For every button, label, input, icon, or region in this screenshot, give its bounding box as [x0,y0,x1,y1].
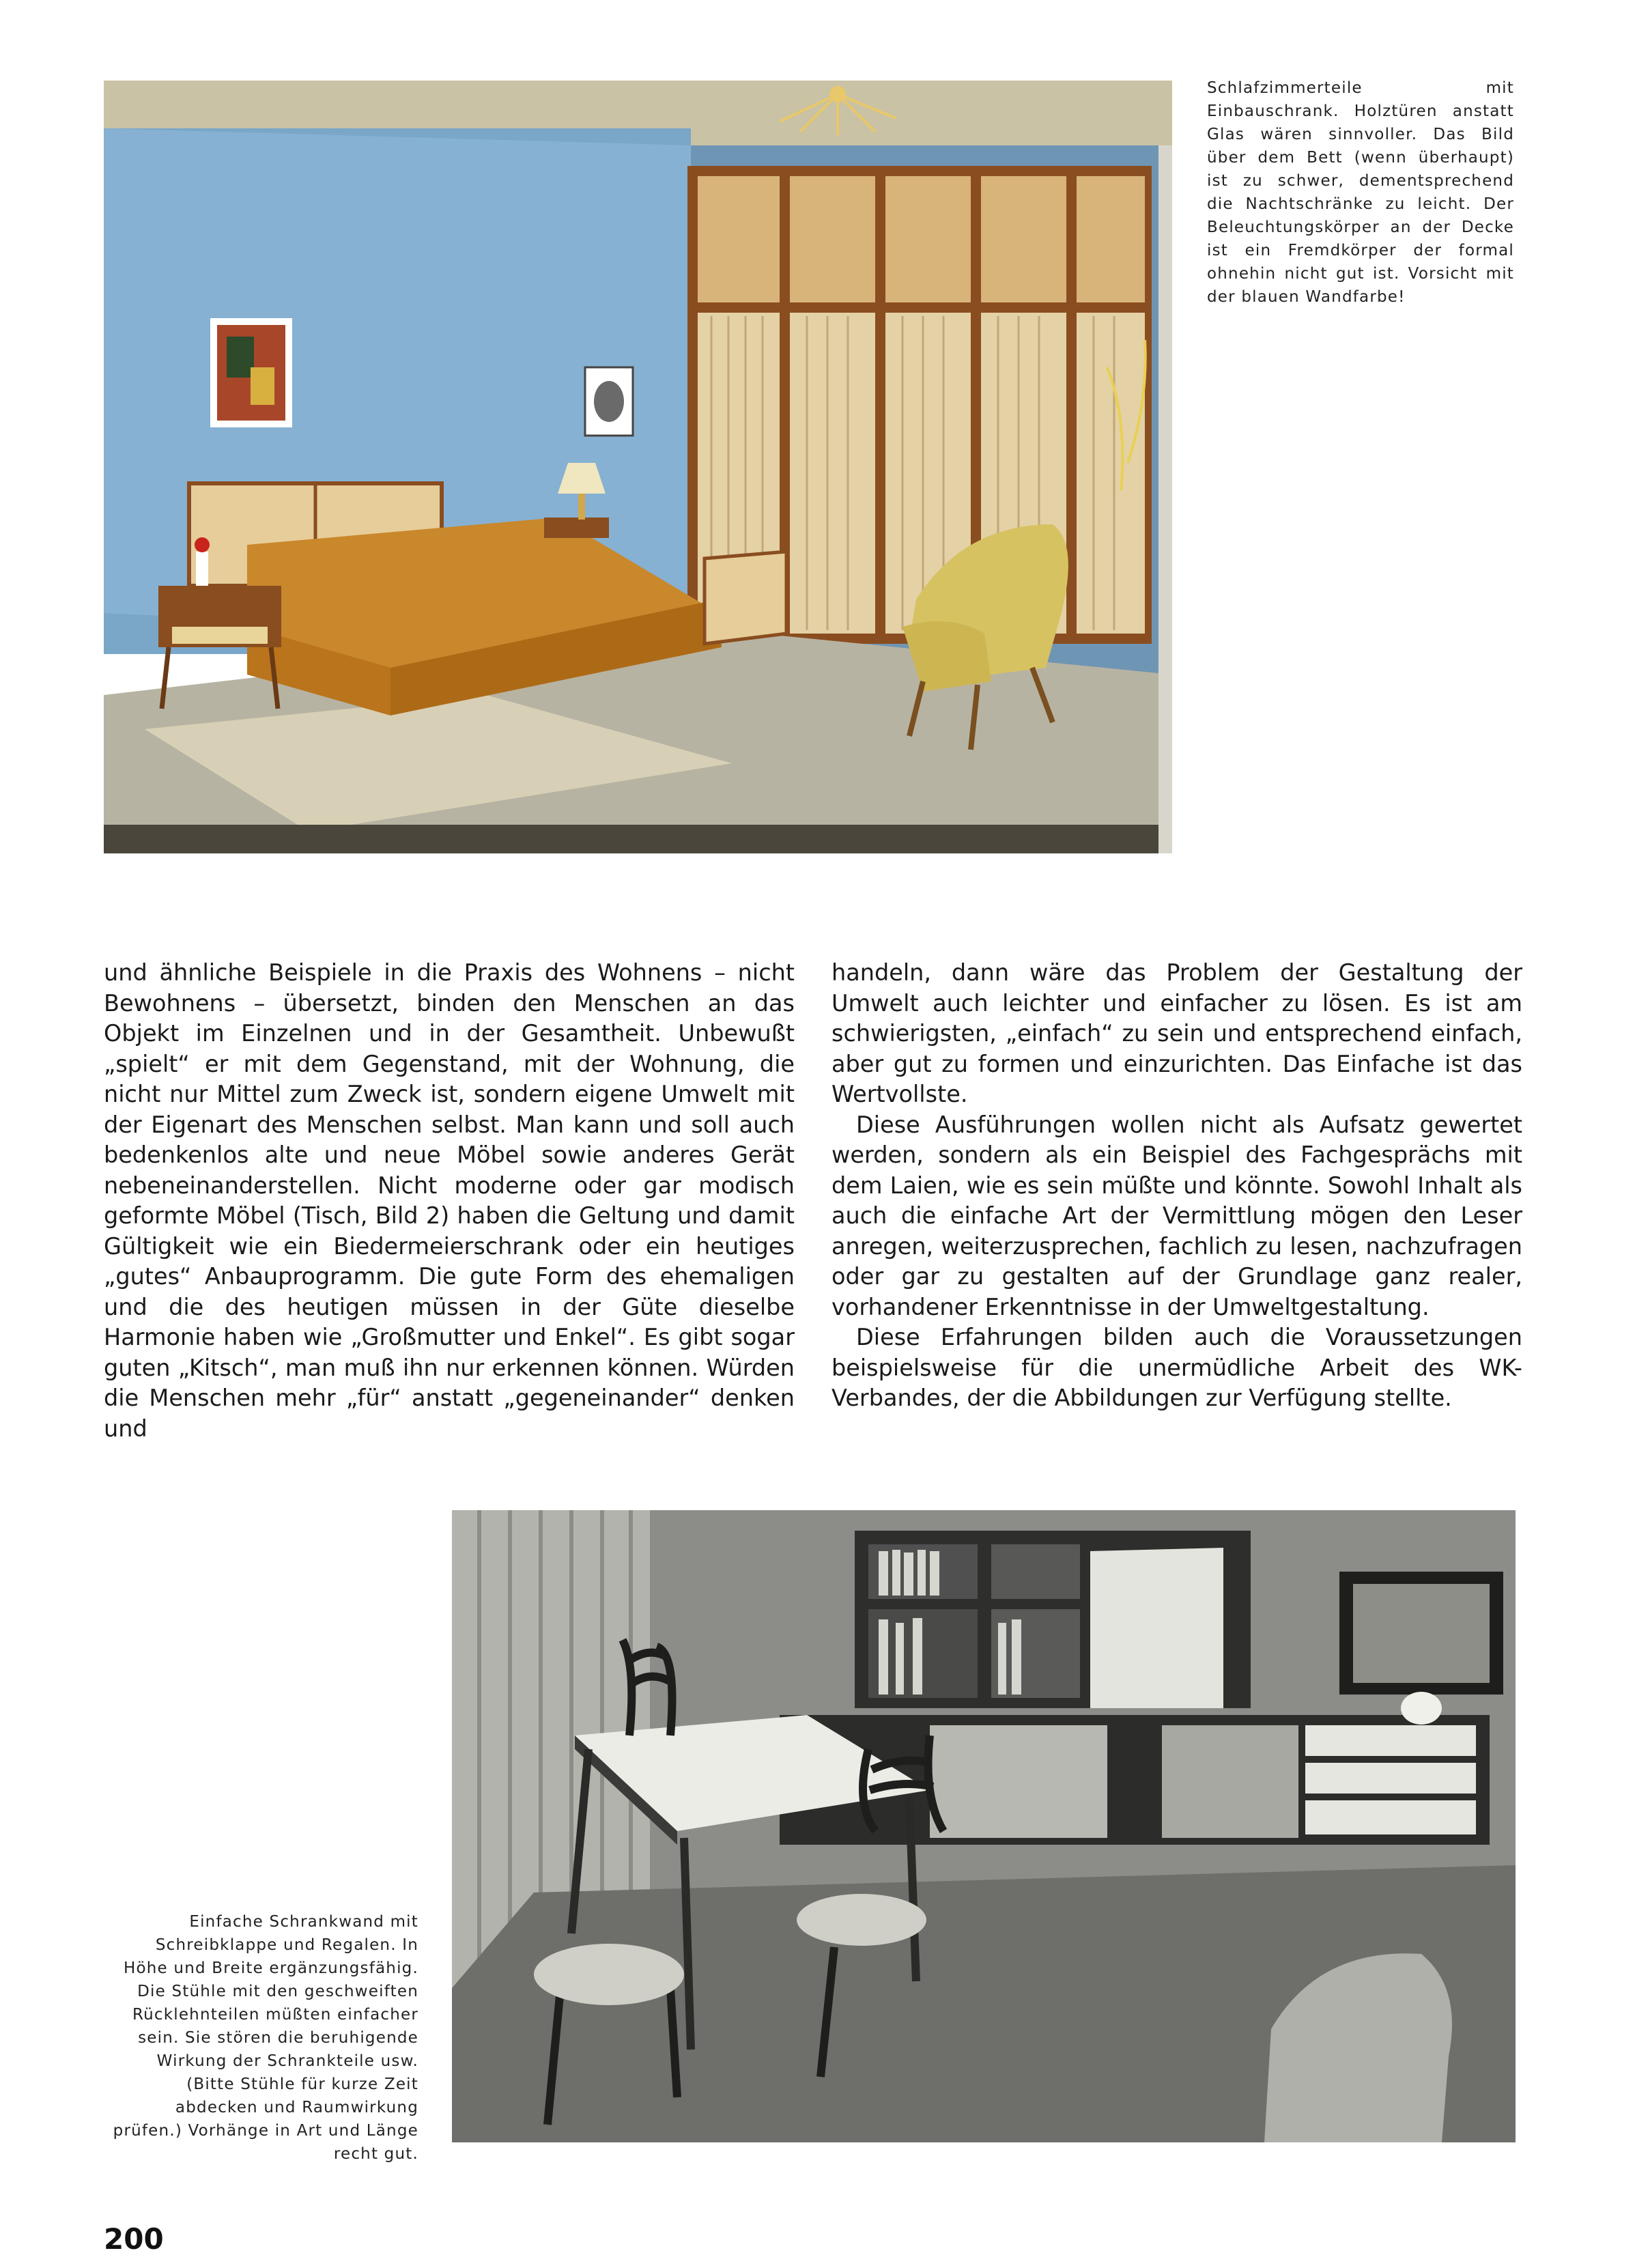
right-column-paragraph-2: Diese Ausführungen wollen nicht als Aufsatz gewertet werden, sondern als ein Beispiel des Fachgesprächs mit dem Laien, wie es sein müßte und könnte. Sowohl Inhalt als auch die einfache Art der Vermittlung mögen den Leser anregen, weiterzusprechen, fachlich zu lesen, nachzufragen oder gar zu gestalten auf der Grundlage ganz realer, vorhandener Erkenntnisse in der Umweltgestaltung. [831,1111,1522,1320]
living-room-photo [452,1510,1516,2142]
bottom-caption-text: Einfache Schrankwand mit Schreibklappe und Regalen. In Höhe und Breite ergänzungsfähig. Die Stühle mit den geschweiften Rücklehnteilen müßten einfacher sein. Sie stören die beruhigende Wirkung der Schrankteile usw. (Bitte Stühle für kurze Zeit abdecken und Raumwirkung prüfen.) Vorhänge in Art und Länge recht gut. [113,1913,418,2163]
text-column-left [104,958,795,1444]
text-column-right [831,958,1522,1414]
right-column-paragraph-1: handeln, dann wäre das Problem der Gestaltung der Umwelt auch leichter und einfacher zu lösen. Es ist am schwierigsten, „einfach“ zu sein und entsprechend einfach, aber gut zu formen und einzurichten. Das Einfache ist das Wertvollste. [831,959,1522,1107]
right-column-paragraph-3: Diese Erfahrungen bilden auch die Voraussetzungen beispielsweise für die unermüdliche Arbeit des WK-Verbandes, der die Abbildungen zur Verfügung stellte. [831,1324,1522,1411]
bottom-photo-caption [108,1910,418,2166]
page-number: 200 [104,2222,164,2256]
bedroom-photo [104,81,1172,853]
top-caption-text: Schlafzimmerteile mit Einbauschrank. Holztüren anstatt Glas wären sinnvoller. Das Bild über dem Bett (wenn überhaupt) ist zu schwer, dementsprechend die Nachtschränke zu leicht. Der Beleuchtungskörper an der Decke ist ein Fremdkörper der formal ohnehin nicht gut ist. Vorsicht mit der blauen Wandfarbe! [1207,79,1514,306]
left-column-paragraph: und ähnliche Beispiele in die Praxis des Wohnens – nicht Bewohnens – übersetzt, binden den Menschen an das Objekt im Einzelnen und in der Gesamtheit. Unbewußt „spielt“ er mit dem Gegenstand, mit der Wohnung, die nicht nur Mittel zum Zweck ist, sondern eigene Umwelt mit der Eigenart des Menschen selbst. Man kann und soll auch bedenkenlos alte und neue Möbel sowie anderes Gerät nebeneinanderstellen. Nicht moderne oder gar modisch geformte Möbel (Tisch, Bild 2) haben die Geltung und damit Gültigkeit wie ein Biedermeierschrank oder ein heutiges „gutes“ Anbauprogramm. Die gute Form des ehemaligen und die des heutigen müssen in der Güte dieselbe Harmonie haben wie „Großmutter und Enkel“. Es gibt sogar guten „Kitsch“, man muß ihn nur erkennen können. Würden die Menschen mehr „für“ anstatt „gegeneinander“ denken und [104,959,795,1442]
top-photo-caption [1207,76,1514,309]
